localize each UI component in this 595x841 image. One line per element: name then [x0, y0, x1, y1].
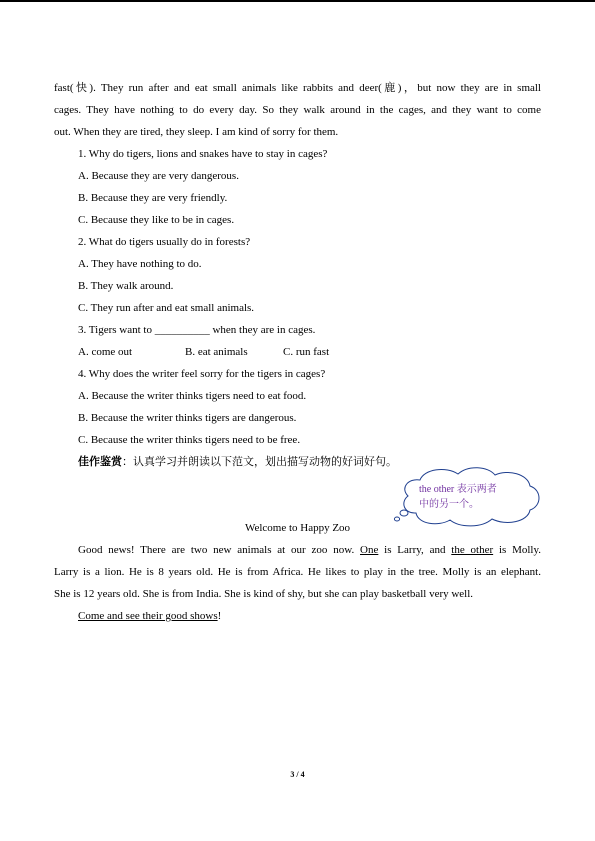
question-3-option-a: A. come out: [78, 346, 133, 358]
appreciation-label: 佳作鉴赏: [78, 456, 122, 468]
essay-underline-closing: Come and see their good shows: [78, 610, 218, 622]
question-1-option-c: C. Because they like to be in cages.: [78, 214, 235, 226]
essay-underline-the-other: the other: [451, 544, 494, 556]
essay-line-4: [78, 609, 541, 623]
question-2-option-c: C. They run after and eat small animals.: [78, 302, 255, 314]
essay-line-3: She is 12 years old. She is from India. She is kind of shy, but she can play basketball very well.: [54, 588, 474, 600]
question-3-option-b: B. eat animals: [185, 346, 248, 358]
passage-line-1: fast(快). They run after and eat small animals like rabbits and deer(鹿)，but now they are in small: [54, 82, 541, 94]
callout-line-1: the other 表示两者: [419, 484, 497, 495]
question-3: 3. Tigers want to __________ when they are in cages.: [78, 324, 316, 336]
passage-line-3: out. When they are tired, they sleep. I am kind of sorry for them.: [54, 126, 339, 138]
essay-title: Welcome to Happy Zoo: [244, 522, 351, 534]
essay-line-1-start: Good news! There are two new animals at our zoo now.: [78, 544, 361, 556]
callout-line-2: 中的另一个。: [419, 499, 479, 510]
appreciation-text: ：认真学习并朗读以下范文，划出描写动物的好词好句。: [122, 456, 397, 468]
essay-line-1-end: is Molly.: [493, 544, 542, 556]
question-1-option-b: B. Because they are very friendly.: [78, 192, 228, 204]
passage-line-2: cages. They have nothing to do every day. So they walk around in the cages, and they want to come: [54, 104, 541, 116]
question-3-option-c: C. run fast: [283, 346, 330, 358]
question-1: 1. Why do tigers, lions and snakes have to stay in cages?: [78, 148, 328, 160]
essay-line-4-end: !: [217, 610, 222, 622]
essay-underline-one: One: [360, 544, 379, 556]
question-4: 4. Why does the writer feel sorry for the tigers in cages?: [78, 368, 326, 380]
page-number: 3 / 4: [290, 770, 305, 779]
top-border-line: [0, 0, 595, 2]
question-4-option-c: C. Because the writer thinks tigers need to be free.: [78, 434, 301, 446]
essay-line-1-mid: is Larry, and: [378, 544, 452, 556]
essay-line-2: Larry is a lion. He is 8 years old. He is from Africa. He likes to play in the tree. Molly is an elephant.: [54, 566, 541, 578]
question-4-option-b: B. Because the writer thinks tigers are dangerous.: [78, 412, 297, 424]
callout-note: [419, 482, 529, 512]
question-2-option-b: B. They walk around.: [78, 280, 174, 292]
question-4-option-a: A. Because the writer thinks tigers need to eat food.: [78, 390, 307, 402]
question-2: 2. What do tigers usually do in forests?: [78, 236, 251, 248]
question-3-options: [78, 345, 541, 359]
essay-line-1: [78, 543, 541, 557]
question-1-option-a: A. Because they are very dangerous.: [78, 170, 239, 182]
question-2-option-a: A. They have nothing to do.: [78, 258, 202, 270]
